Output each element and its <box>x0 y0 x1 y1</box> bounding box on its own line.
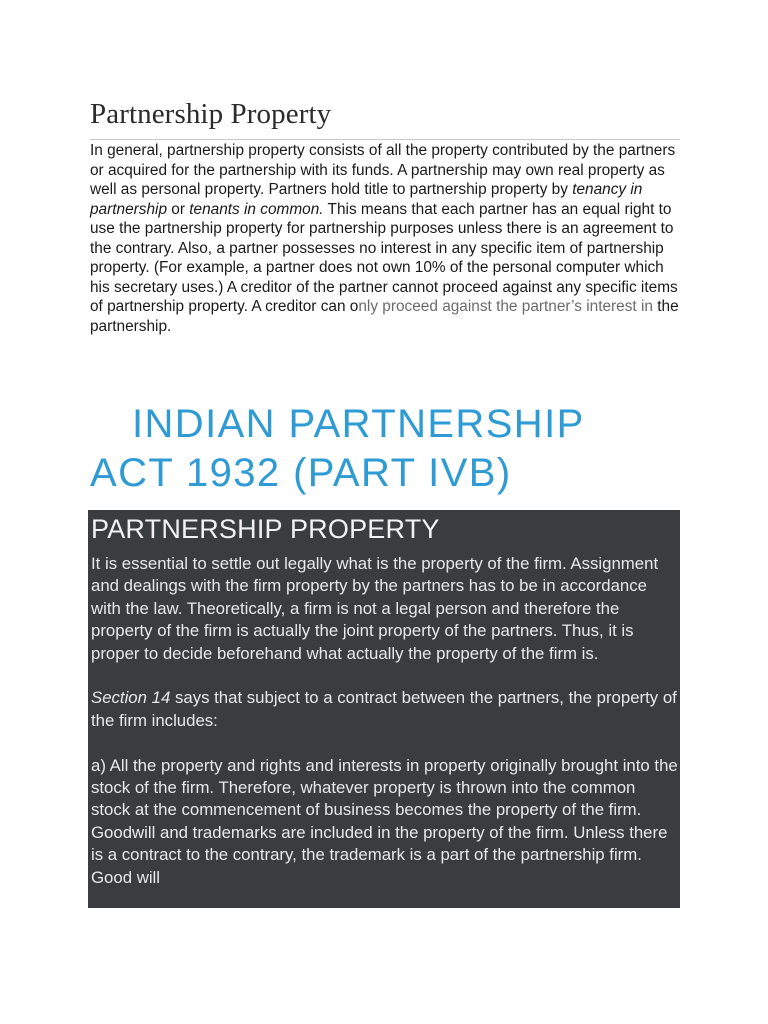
panel-paragraph-3: a) All the property and rights and interests in property originally brought into the stock of the firm. Therefore, whatever property is thrown into the common stock at the commencement of business becomes the property of the firm. Goodwill and trademarks are included in the property of the firm. Unless there is a contract to the contrary, the trademark is a part of the partnership firm. Good will <box>91 755 678 887</box>
intro-italic-tenancy: tenancy in partnership <box>90 181 643 218</box>
intro-text-1: In general, partnership property consists of all the property contributed by the partners or acquired for the partnership with its funds. A partnership may own real property as well as personal property. Partners hold title to partnership property by <box>90 142 676 198</box>
panel-paragraph-2 <box>91 687 679 732</box>
panel-paragraph-1: It is essential to settle out legally what is the property of the firm. Assignment and dealings with the firm property by the partners has to be in accordance with the law. Theoretically, a firm is not a legal person and therefore the property of the firm is actually the joint property of the partners. Thus, it is proper to decide beforehand what actually the property of the firm is. <box>91 554 659 663</box>
intro-text-4: the partnership. <box>90 298 679 335</box>
partnership-property-panel <box>88 510 680 908</box>
act-title-line-1: INDIAN PARTNERSHIP <box>132 402 585 446</box>
intro-paragraph <box>90 141 682 336</box>
section-heading-partnership-property: Partnership Property <box>90 98 332 130</box>
intro-text-2: or <box>167 200 190 218</box>
act-title <box>90 400 690 498</box>
intro-italic-tenants: tenants in common. <box>189 200 324 218</box>
act-title-line-2: ACT 1932 (PART IVB) <box>90 451 512 495</box>
section-14-reference: Section 14 <box>91 688 171 708</box>
panel-body <box>91 553 679 908</box>
panel-paragraph-2-text: says that subject to a contract between the partners, the property of the firm includes: <box>91 688 677 730</box>
intro-text-3: This means that each partner has an equal right to use the partnership property for partnership purposes unless there is an agreement to the contrary. Also, a partner possesses no interest in any specific item of partnership property. (For example, a partner does not own 10% of the personal computer which his secretary uses.) A creditor of the partner cannot proceed against any specific items of partnership property. A creditor can o <box>90 200 678 315</box>
panel-heading: PARTNERSHIP PROPERTY <box>91 514 440 544</box>
intro-text-faded: nly proceed against the partner’s interest in <box>358 298 653 315</box>
heading-divider <box>90 139 680 140</box>
